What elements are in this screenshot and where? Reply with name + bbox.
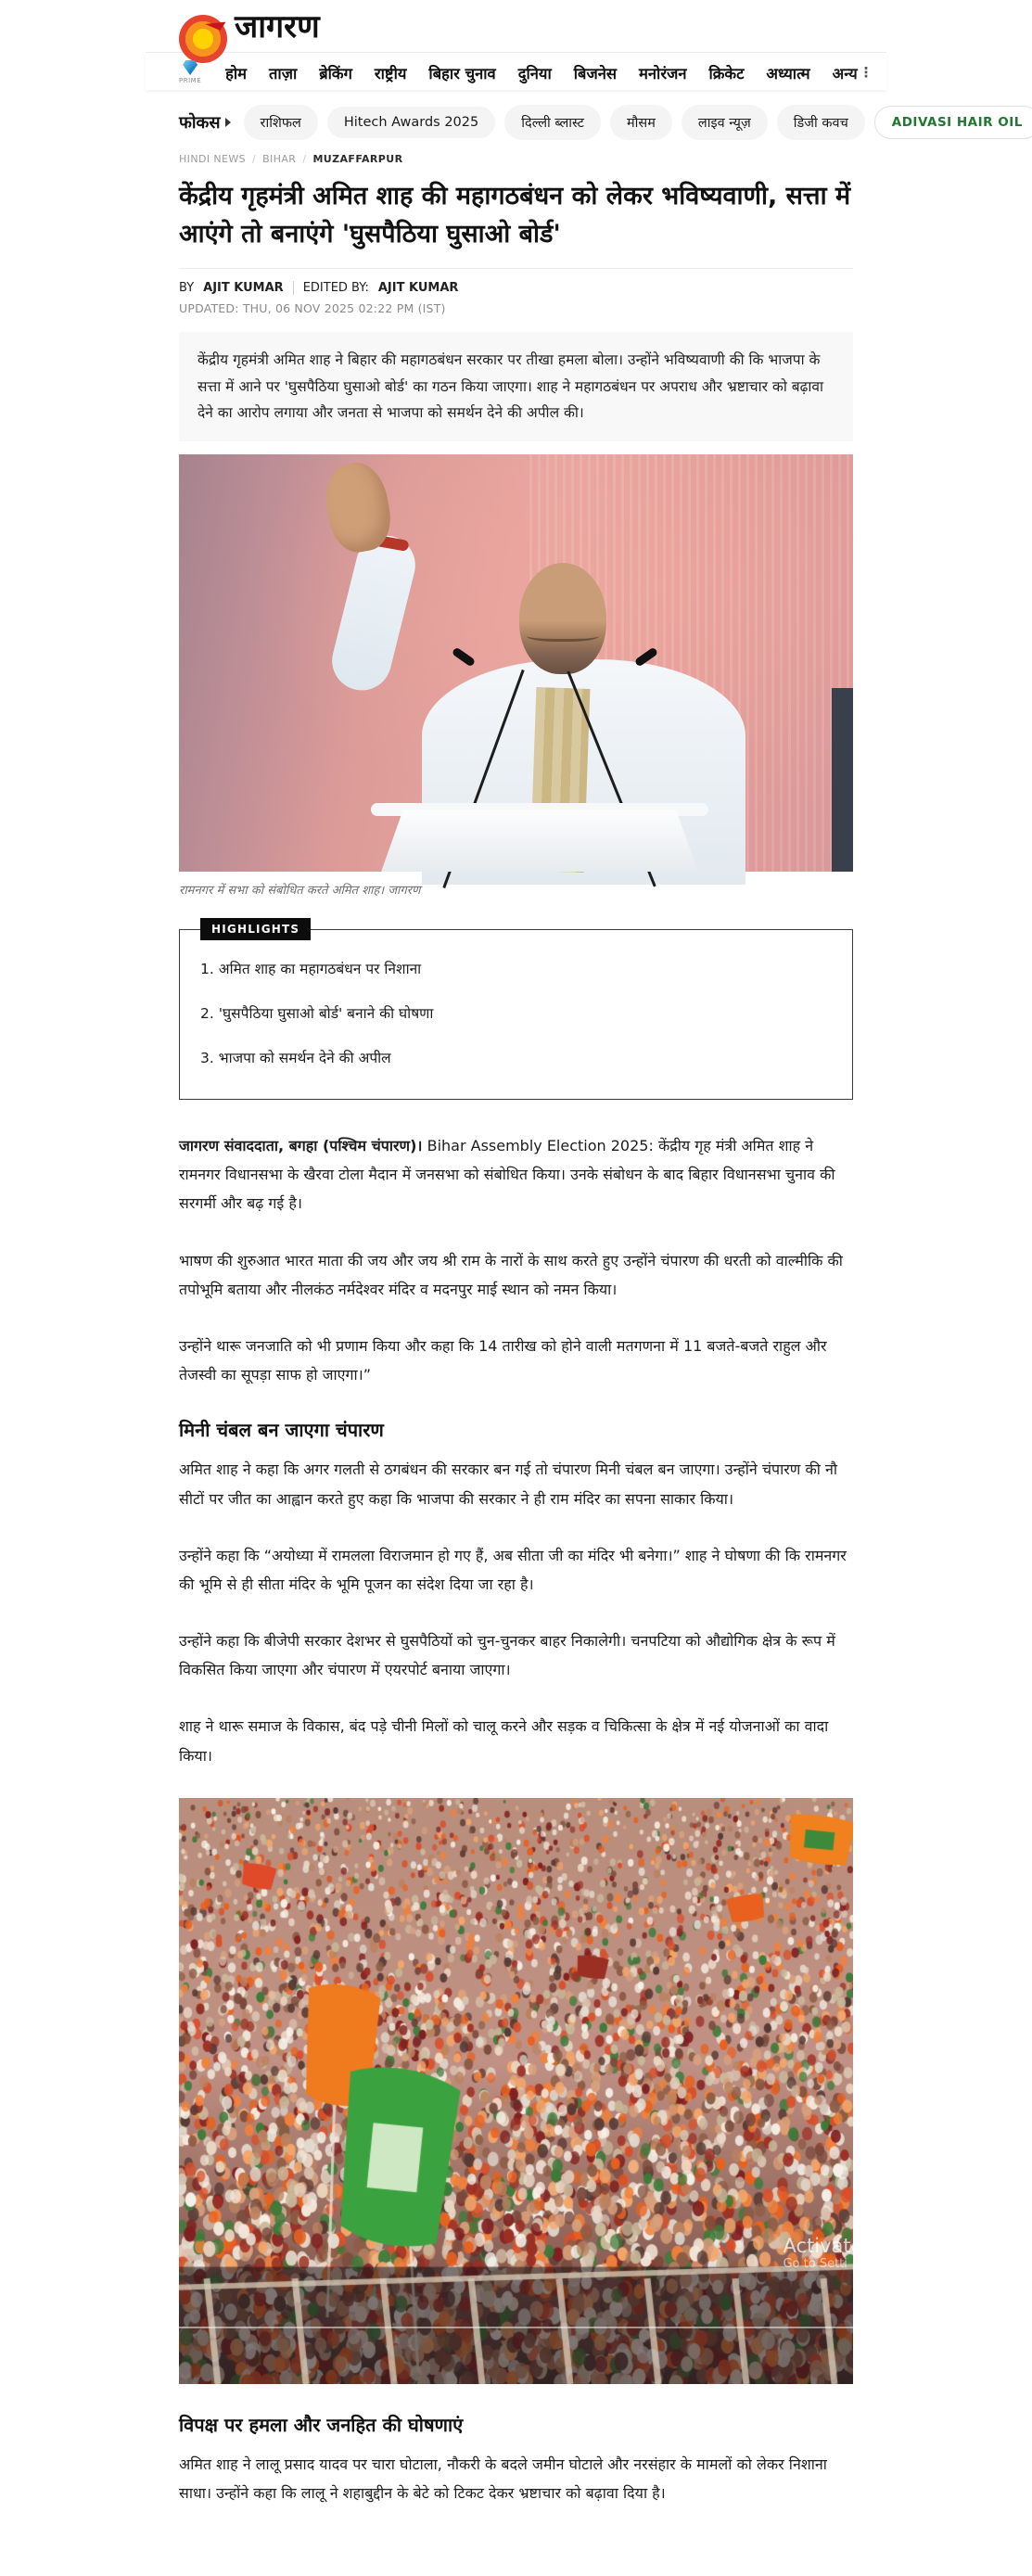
highlight-item[interactable]: भाजपा को समर्थन देने की अपील — [218, 1050, 391, 1067]
breadcrumb-separator: / — [252, 153, 257, 165]
chip-hitech-awards[interactable]: Hitech Awards 2025 — [327, 107, 495, 138]
focus-label[interactable]: फोकस — [179, 111, 231, 134]
updated-timestamp: UPDATED: THU, 06 NOV 2025 02:22 PM (IST) — [179, 301, 446, 315]
author-name[interactable]: AJIT KUMAR — [203, 281, 284, 295]
breadcrumb-separator: / — [302, 153, 307, 165]
prime-label: PRIME — [179, 77, 202, 84]
paragraph-3: उन्होंने थारू जनजाति को भी प्रणाम किया और कहा कि 14 तारीख को होने वाली मतगणना में 11 बजते-बजते राहुल और तेजस्वी का सूपड़ा साफ हो जाएगा।” — [179, 1336, 827, 1384]
dateline: जागरण संवाददाता, बगहा (पश्चिम चंपारण)। — [179, 1137, 423, 1155]
jagran-logo[interactable] — [179, 8, 853, 45]
article-summary: केंद्रीय गृहमंत्री अमित शाह ने बिहार की महागठबंधन सरकार पर तीखा हमला बोला। उन्होंने भविष्यवाणी की कि भाजपा के सत्ता में आने पर 'घुसपैठिया घुसाओ बोर्ड' का गठन किया जाएगा। शाह ने महागठबंधन पर अपराध और भ्रष्टाचार को बढ़ावा देने का आरोप लगाया और जनता से भाजपा को समर्थन देने की अपील की। — [179, 332, 853, 441]
crowd-photo-canvas — [179, 1798, 853, 2384]
chip-rashifal[interactable]: राशिफल — [244, 105, 318, 140]
nav-item-cricket[interactable]: क्रिकेट — [708, 64, 745, 83]
byline-block — [179, 268, 853, 315]
paragraph-4: अमित शाह ने कहा कि अगर गलती से ठगबंधन की सरकार बन गई तो चंपारण मिनी चंबल बन जाएगा। उन्होंने चंपारण की नौ सीटों पर जीत का आह्वान करते हुए कहा कि भाजपा की सरकार ने ही राम मंदिर का सपना साकार किया। — [179, 1460, 838, 1508]
article-title: केंद्रीय गृहमंत्री अमित शाह की महागठबंधन को लेकर भविष्यवाणी, सत्ता में आएंगे तो बनाएंगे 'घुसपैठिया घुसाओ बोर्ड' — [179, 182, 851, 249]
main-navigation — [146, 52, 886, 90]
nav-item-world[interactable]: दुनिया — [517, 64, 552, 83]
breadcrumb-bihar[interactable]: BIHAR — [262, 153, 297, 165]
nav-item-national[interactable]: राष्ट्रीय — [374, 64, 407, 83]
microphone-tip-left — [452, 646, 476, 667]
figure-head — [519, 563, 606, 674]
nav-item-more[interactable]: अन्य ⋮ — [832, 63, 873, 83]
nav-item-spirituality[interactable]: अध्यात्म — [766, 64, 810, 83]
paragraph-2: भाषण की शुरुआत भारत माता की जय और जय श्री राम के नारों के साथ करते हुए उन्होंने चंपारण की धरती को वाल्मीकि की तपोभूमि बताया और नीलकंठ नर्मदेश्वर मंदिर व मदनपुर माई स्थान को नमन किया। — [179, 1251, 843, 1298]
chip-weather[interactable]: मौसम — [610, 105, 672, 140]
paragraph-1: जागरण संवाददाता, बगहा (पश्चिम चंपारण)। Bihar Assembly Election 2025: केंद्रीय गृह मंत्री अमित शाह ने रामनगर विधानसभा के खैरवा टोला मैदान में जनसभा को संबोधित किया। उनके संबोधन के बाद बिहार विधानसभा चुनाव की सरगर्मी और बढ़ गई है। — [179, 1137, 835, 1213]
glasses — [527, 628, 599, 642]
hero-photo-caption: रामनगर में सभा को संबोधित करते अमित शाह। जागरण — [179, 884, 421, 899]
highlight-item[interactable]: अमित शाह का महागठबंधन पर निशाना — [218, 961, 422, 978]
editor-name[interactable]: AJIT KUMAR — [377, 281, 459, 295]
logo-wordmark: जागरण — [235, 8, 320, 45]
paragraph-8: अमित शाह ने लालू प्रसाद यादव पर चारा घोटाला, नौकरी के बदले जमीन घोटाले और नरसंहार के मामलों को लेकर निशाना साधा। उन्होंने कहा कि लालू ने शहाबुद्दीन के बेटे को टिकट देकर भ्रष्टाचार को बढ़ावा दिया है। — [179, 2455, 827, 2503]
paragraph-7: शाह ने थारू समाज के विकास, बंद पड़े चीनी मिलों को चालू करने और सड़क व चिकित्सा के क्षेत्र में नई योजनाओं का वादा किया। — [179, 1717, 829, 1765]
highlights-label: HIGHLIGHTS — [200, 918, 311, 940]
article-body — [179, 1131, 853, 1770]
activate-watermark: Activate W Go to Setti — [783, 2234, 888, 2271]
paragraph-6: उन्होंने कहा कि बीजेपी सरकार देशभर से घुसपैठियों को चुन-चुनकर बाहर निकालेगी। चनपटिया को औद्योगिक क्षेत्र के रूप में विकसित किया जाएगा और चंपारण में एयरपोर्ट बनाया जाएगा। — [179, 1632, 835, 1679]
podium — [381, 810, 698, 873]
masthead — [146, 0, 886, 52]
video-progress-line — [179, 2327, 853, 2328]
chip-adivasi-hair-oil[interactable]: ADIVASI HAIR OIL — [874, 106, 1032, 139]
article-body-continued — [179, 2412, 853, 2507]
breadcrumb-hindi-news[interactable]: HINDI NEWS — [179, 153, 246, 165]
focus-chips-row — [179, 90, 1023, 144]
byline-divider — [293, 281, 294, 295]
amit-shah-photo — [179, 454, 853, 872]
prime-diamond-icon — [183, 60, 197, 75]
nav-item-business[interactable]: बिजनेस — [573, 64, 618, 83]
focus-arrow-icon — [225, 118, 231, 127]
nav-item-latest[interactable]: ताज़ा — [269, 64, 298, 83]
by-label: BY — [179, 281, 195, 295]
highlight-item[interactable]: 'घुसपैठिया घुसाओ बोर्ड' बनाने की घोषणा — [218, 1005, 434, 1023]
sunrise-logo-icon — [179, 15, 227, 43]
highlights-box — [179, 923, 853, 1100]
chip-live-news[interactable]: लाइव न्यूज़ — [682, 105, 768, 140]
paragraph-5: उन्होंने कहा कि “अयोध्या में रामलला विराजमान हो गए हैं, अब सीता जी का मंदिर भी बनेगा।” शाह ने घोषणा की कि रामनगर की भूमि से ही सीता मंदिर के भूमि पूजन का संदेश दिया जा रहा है। — [179, 1546, 847, 1593]
edge-person — [832, 688, 853, 872]
nav-item-breaking[interactable]: ब्रेकिंग — [319, 64, 352, 83]
chip-delhi-blast[interactable]: दिल्ली ब्लास्ट — [504, 105, 601, 140]
raised-arm — [325, 529, 421, 695]
crowd-photo — [179, 1798, 888, 2384]
breadcrumb — [179, 144, 853, 165]
subheading-opposition-attack: विपक्ष पर हमला और जनहित की घोषणाएं — [179, 2413, 464, 2436]
nav-item-prime[interactable] — [179, 60, 201, 84]
nav-item-entertainment[interactable]: मनोरंजन — [639, 64, 687, 83]
more-menu-icon: ⋮ — [859, 63, 873, 81]
subheading-mini-chambal: मिनी चंबल बन जाएगा चंपारण — [179, 1419, 384, 1442]
hero-photo — [179, 454, 853, 872]
breadcrumb-muzaffarpur[interactable]: MUZAFFARPUR — [312, 153, 403, 165]
nav-item-bihar-election[interactable]: बिहार चुनाव — [428, 64, 496, 83]
nav-item-home[interactable]: होम — [225, 64, 248, 83]
edited-by-label: EDITED BY: — [302, 281, 369, 295]
chip-digi-kavach[interactable]: डिजी कवच — [777, 105, 865, 140]
